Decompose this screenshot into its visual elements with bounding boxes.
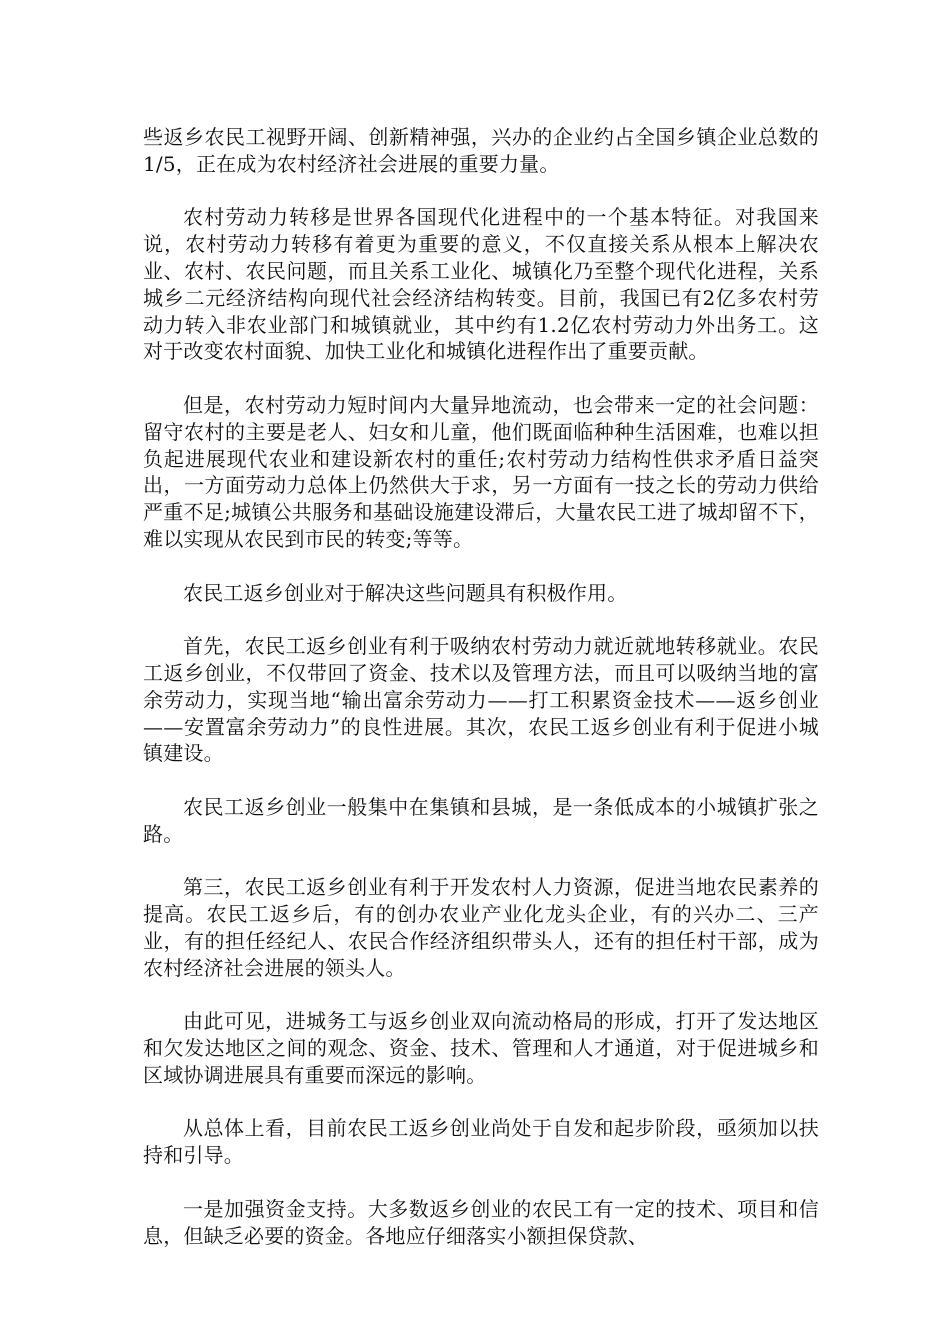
paragraph-2: 农村劳动力转移是世界各国现代化进程中的一个基本特征。对我国来说，农村劳动力转移有着更为重要的意义，不仅直接关系从根本上解决农业、农村、农民问题，而且关系工业化、城镇化乃至整个现代化进程，关系城乡二元经济结构向现代社会经济结构转变。目前，我国已有2亿多农村劳动力转入非农业部门和城镇就业，其中约有1.2亿农村劳动力外出务工。这对于改变农村面貌、加快工业化和城镇化进程作出了重要贡献。 bbox=[143, 205, 819, 364]
paragraph-8: 由此可见，进城务工与返乡创业双向流动格局的形成，打开了发达地区和欠发达地区之间的观念、资金、技术、管理和人才通道，对于促进城乡和区域协调进展具有重要而深远的影响。 bbox=[143, 1009, 819, 1087]
paragraph-4: 农民工返乡创业对于解决这些问题具有积极作用。 bbox=[183, 580, 628, 605]
paragraph-10: 一是加强资金支持。大多数返乡创业的农民工有一定的技术、项目和信息，但缺乏必要的资金。各地应仔细落实小额担保贷款、 bbox=[143, 1196, 819, 1248]
document-body bbox=[143, 124, 819, 1276]
paragraph-9: 从总体上看，目前农民工返乡创业尚处于自发和起步阶段，亟须加以扶持和引导。 bbox=[143, 1116, 819, 1168]
paragraph-3: 但是，农村劳动力短时间内大量异地流动，也会带来一定的社会问题：留守农村的主要是老人、妇女和儿童，他们既面临种种生活困难，也难以担负起进展现代农业和建设新农村的重任;农村劳动力结构性供求矛盾日益突出，一方面劳动力总体上仍然供大于求，另一方面有一技之长的劳动力供给严重不足;城镇公共服务和基础设施建设滞后，大量农民工进了城却留不下，难以实现从农民到市民的转变;等等。 bbox=[143, 392, 819, 551]
paragraph-1: 些返乡农民工视野开阔、创新精神强，兴办的企业约占全国乡镇企业总数的1/5，正在成为农村经济社会进展的重要力量。 bbox=[143, 125, 819, 176]
paragraph-7: 第三，农民工返乡创业有利于开发农村人力资源，促进当地农民素养的提高。农民工返乡后，有的创办农业产业化龙头企业，有的兴办二、三产业，有的担任经纪人、农民合作经济组织带头人，还有的担任村干部，成为农村经济社会进展的领头人。 bbox=[143, 875, 819, 980]
paragraph-5: 首先，农民工返乡创业有利于吸纳农村劳动力就近就地转移就业。农民工返乡创业，不仅带回了资金、技术以及管理方法，而且可以吸纳当地的富余劳动力，实现当地“输出富余劳动力——打工积累资金技术——返乡创业——安置富余劳动力”的良性进展。其次，农民工返乡创业有利于促进小城镇建设。 bbox=[143, 634, 819, 766]
paragraph-6: 农民工返乡创业一般集中在集镇和县城，是一条低成本的小城镇扩张之路。 bbox=[143, 794, 819, 846]
